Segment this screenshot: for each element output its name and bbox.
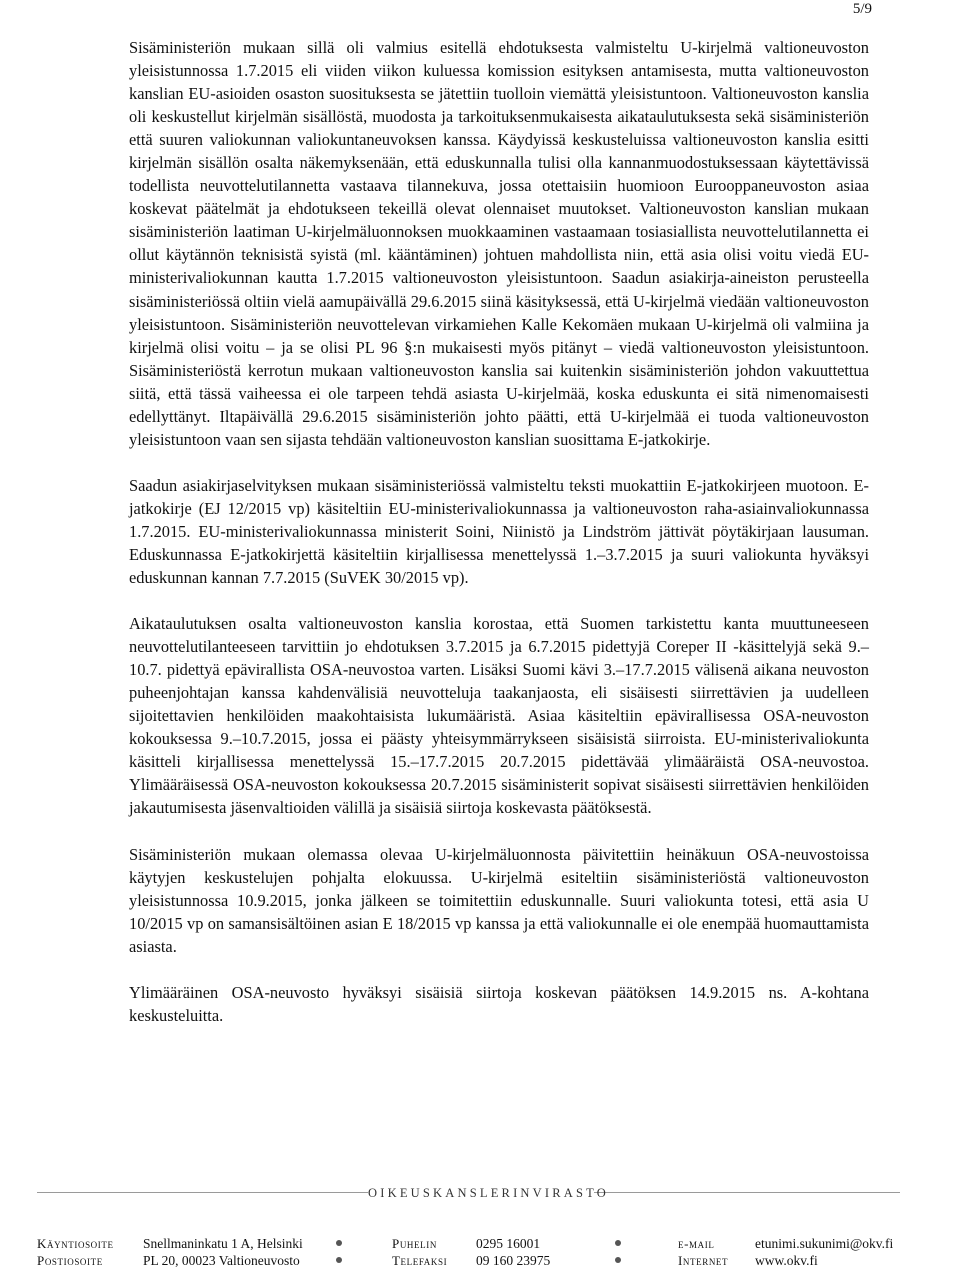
email-label: e-mail bbox=[678, 1236, 715, 1251]
paragraph: Sisäministeriön mukaan olemassa olevaa U-kirjelmäluonnosta päivitettiin heinäkuun OSA-neuvostoissa käytyjen keskustelujen pohjalta elokuussa. U-kirjelmä esiteltiin sisäministeriöstä valtioneuvoston yleisistunnossa 10.9.2015, jonka jälkeen se toimitettiin eduskunnalle. Suuri valiokunta totesi, että asia U 10/2015 vp on samansisältöinen asian E 18/2015 vp kanssa ja että valiokunnalle ei ole enempää huomauttamista asiasta. bbox=[129, 844, 869, 956]
phone-number: 0295 16001 bbox=[476, 1236, 541, 1251]
separator-dot-icon bbox=[615, 1257, 621, 1263]
visiting-address: Snellmaninkatu 1 A, Helsinki bbox=[143, 1236, 303, 1251]
document-body bbox=[129, 36, 869, 1027]
footer-row-1 bbox=[0, 1235, 960, 1253]
fax-number: 09 160 23975 bbox=[476, 1253, 551, 1268]
separator-dot-icon bbox=[336, 1257, 342, 1263]
separator-dot-icon bbox=[336, 1240, 342, 1246]
visiting-address-label: Käyntiosoite bbox=[37, 1236, 114, 1251]
postal-address-label: Postiosoite bbox=[37, 1253, 103, 1268]
paragraph: Ylimääräinen OSA-neuvosto hyväksyi sisäisiä siirtoja koskevan päätöksen 14.9.2015 ns. A-kohtana keskusteluitta. bbox=[129, 982, 869, 1025]
paragraph: Aikataulutuksen osalta valtioneuvoston kanslia korostaa, että Suomen tarkistettu kanta muuttuneeseen neuvottelutilanteeseen tarvittiin jo ehdotuksen 3.7.2015 ja 6.7.2015 pidettyjä Coreper II -käsittelyjä sekä 9.–10.7. pidettyä epävirallista OSA-neuvostoa varten. Lisäksi Suomi kävi 3.–17.7.2015 välisenä aikana neuvoston puheenjohtajan kanssa kahdenvälisiä neuvotteluja taakanjaosta, eli sisäisesti siirrettävien ja uudelleen sijoitettavien henkilöiden maakohtaisista lukumääristä. Asiaa käsiteltiin epävirallisessa OSA-neuvoston kokouksessa 9.–10.7.2015, jossa ei päästy yhteisymmärrykseen sisäisistä siirroista. EU-ministerivaliokunta käsitteli kirjallisessa menettelyssä 15.–17.7.2015 20.7.2015 pidettävää ylimääräistä OSA-neuvostoa. Ylimääräisessä OSA-neuvoston kokouksessa 20.7.2015 sisäministerit sopivat sisäisesti siirrettävien henkilöiden jakautumisesta jäsenvaltioiden välillä ja sisäisiä siirtoja koskevasta päätöksestä. bbox=[129, 614, 869, 818]
email-address[interactable]: etunimi.sukunimi@okv.fi bbox=[755, 1236, 894, 1251]
paragraph: Saadun asiakirjaselvityksen mukaan sisäministeriössä valmisteltu teksti muokattiin E-jatkokirjeen muotoon. E-jatkokirje (EJ 12/2015 vp) käsiteltiin EU-ministerivaliokunnassa ja valtioneuvoston raha-asiainvaliokunnassa 1.7.2015. EU-ministerivaliokunnassa ministerit Soini, Niinistö ja Lindström jättivät pöytäkirjaan lausuman. Eduskunnassa E-jatkokirjettä käsiteltiin kirjallisessa menettelyssä 1.–3.7.2015 ja suuri valiokunta hyväksyi eduskunnan kannan 7.7.2015 (SuVEK 30/2015 vp). bbox=[129, 475, 869, 588]
separator-dot-icon bbox=[615, 1240, 621, 1246]
phone-label: Puhelin bbox=[392, 1236, 437, 1251]
postal-address: PL 20, 00023 Valtioneuvosto bbox=[143, 1253, 300, 1268]
footer-row-2 bbox=[0, 1252, 960, 1270]
website-link[interactable]: www.okv.fi bbox=[755, 1253, 818, 1268]
fax-label: Telefaksi bbox=[392, 1253, 448, 1268]
page-number: 5/9 bbox=[852, 1, 872, 17]
paragraph: Sisäministeriön mukaan sillä oli valmius esitellä ehdotuksesta valmisteltu U-kirjelmä valtioneuvoston yleisistunnossa 1.7.2015 eli viiden viikon kuluessa komission esityksen antamisesta, mutta valtioneuvoston kanslian EU-asioiden osaston suosituksesta se jätettiin tuolloin viemättä yleisistuntoon. Valtioneuvoston kanslia oli keskustellut kirjelmän sisällöstä, muodosta ja tarkoituksenmukaisesta aikataulutuksesta sekä sisäministeriön että suuren valiokunnan valiokuntaneuvoksen kanssa. Käydyissä keskusteluissa valtioneuvoston kanslia esitti kirjelmän sisällön osalta näkemyksenään, että eduskunnalla tulisi olla kannanmuodostuksessaan käytettävissä todellista neuvottelutilannetta vastaava tilannekuva, jossa otettaisiin huomioon Eurooppaneuvoston asiaa koskevat päätelmät ja ehdotukseen tekeillä olevat olennaiset muutokset. Valtioneuvoston kanslian mukaan sisäministeriön laatiman U-kirjelmäluonnoksen muokkaaminen vastaamaan tosiasiallista neuvottelutilannetta ei ollut käytännön teknisistä syistä (ml. kääntäminen) johtuen mahdollista niin, että asia olisi voitu viedä EU-ministerivaliokunnan kautta 1.7.2015 valtioneuvoston yleisistuntoon. Saadun asiakirja-aineiston perusteella sisäministeriössä oltiin vielä aamupäivällä 29.6.2015 siinä käsityksessä, että U-kirjelmä viedään valtioneuvoston yleisistuntoon. Sisäministeriön neuvottelevan virkamiehen Kalle Kekomäen mukaan U-kirjelmä oli valmiina ja kirjelmä olisi voitu – ja se olisi PL 96 §:n mukaisesti myös pitänyt – viedä valtioneuvoston yleisistuntoon. Sisäministeriöstä kerrotun mukaan valtioneuvoston kanslia sai kuitenkin sisäministeriön johdon vakuuttettua siitä, että tässä vaiheessa ei ole tarpeen tehdä asiasta U-kirjelmää, koska eduskunta ei sitä nimenomaisesti edellyttänyt. Iltapäivällä 29.6.2015 sisäministeriön johto päätti, että U-kirjelmää ei tuoda valtioneuvoston yleisistuntoon vaan sen sijasta tehdään valtioneuvoston kanslian suosittama E-jatkokirje. bbox=[129, 38, 869, 449]
internet-label: Internet bbox=[678, 1253, 729, 1268]
footer-office-name: OIKEUSKANSLERINVIRASTO bbox=[368, 1183, 594, 1203]
